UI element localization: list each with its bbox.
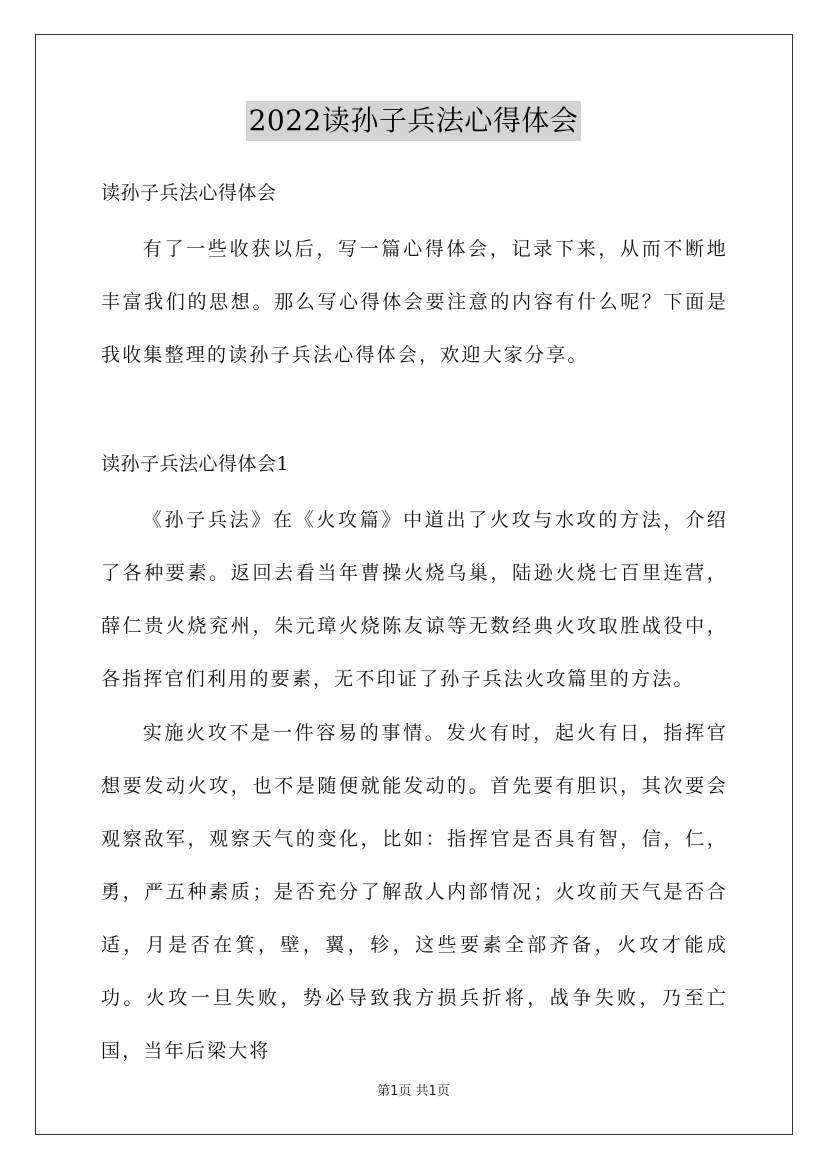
section-heading: 读孙子兵法心得体会1 bbox=[101, 453, 290, 475]
body-paragraph-1: 《孙子兵法》在《火攻篇》中道出了火攻与水攻的方法，介绍了各种要素。返回去看当年曹操火烧乌巢，陆逊火烧七百里连营，薛仁贵火烧兖州，朱元璋火烧陈友谅等无数经典火攻取胜战役中，各指挥官们利用的要素，无不印证了孙子兵法火攻篇里的方法。 bbox=[101, 509, 728, 690]
body-paragraph-2: 实施火攻不是一件容易的事情。发火有时，起火有日，指挥官想要发动火攻，也不是随便就能发动的。首先要有胆识，其次要会观察敌军，观察天气的变化，比如：指挥官是否具有智，信，仁，勇，严五种素质；是否充分了解敌人内部情况；火攻前天气是否合适，月是否在箕，壁，翼，轸，这些要素全部齐备，火攻才能成功。火攻一旦失败，势必导致我方损兵折将，战争失败，乃至亡国，当年后梁大将 bbox=[101, 722, 728, 1062]
intro-paragraph: 有了一些收获以后，写一篇心得体会，记录下来，从而不断地丰富我们的思想。那么写心得体会要注意的内容有什么呢？下面是我收集整理的读孙子兵法心得体会，欢迎大家分享。 bbox=[101, 238, 728, 366]
document-title: 2022读孙子兵法心得体会 bbox=[246, 101, 582, 141]
title-container bbox=[0, 101, 827, 141]
page-footer: 第1页 共1页 bbox=[377, 1084, 450, 1099]
document-subtitle: 读孙子兵法心得体会 bbox=[101, 182, 277, 204]
